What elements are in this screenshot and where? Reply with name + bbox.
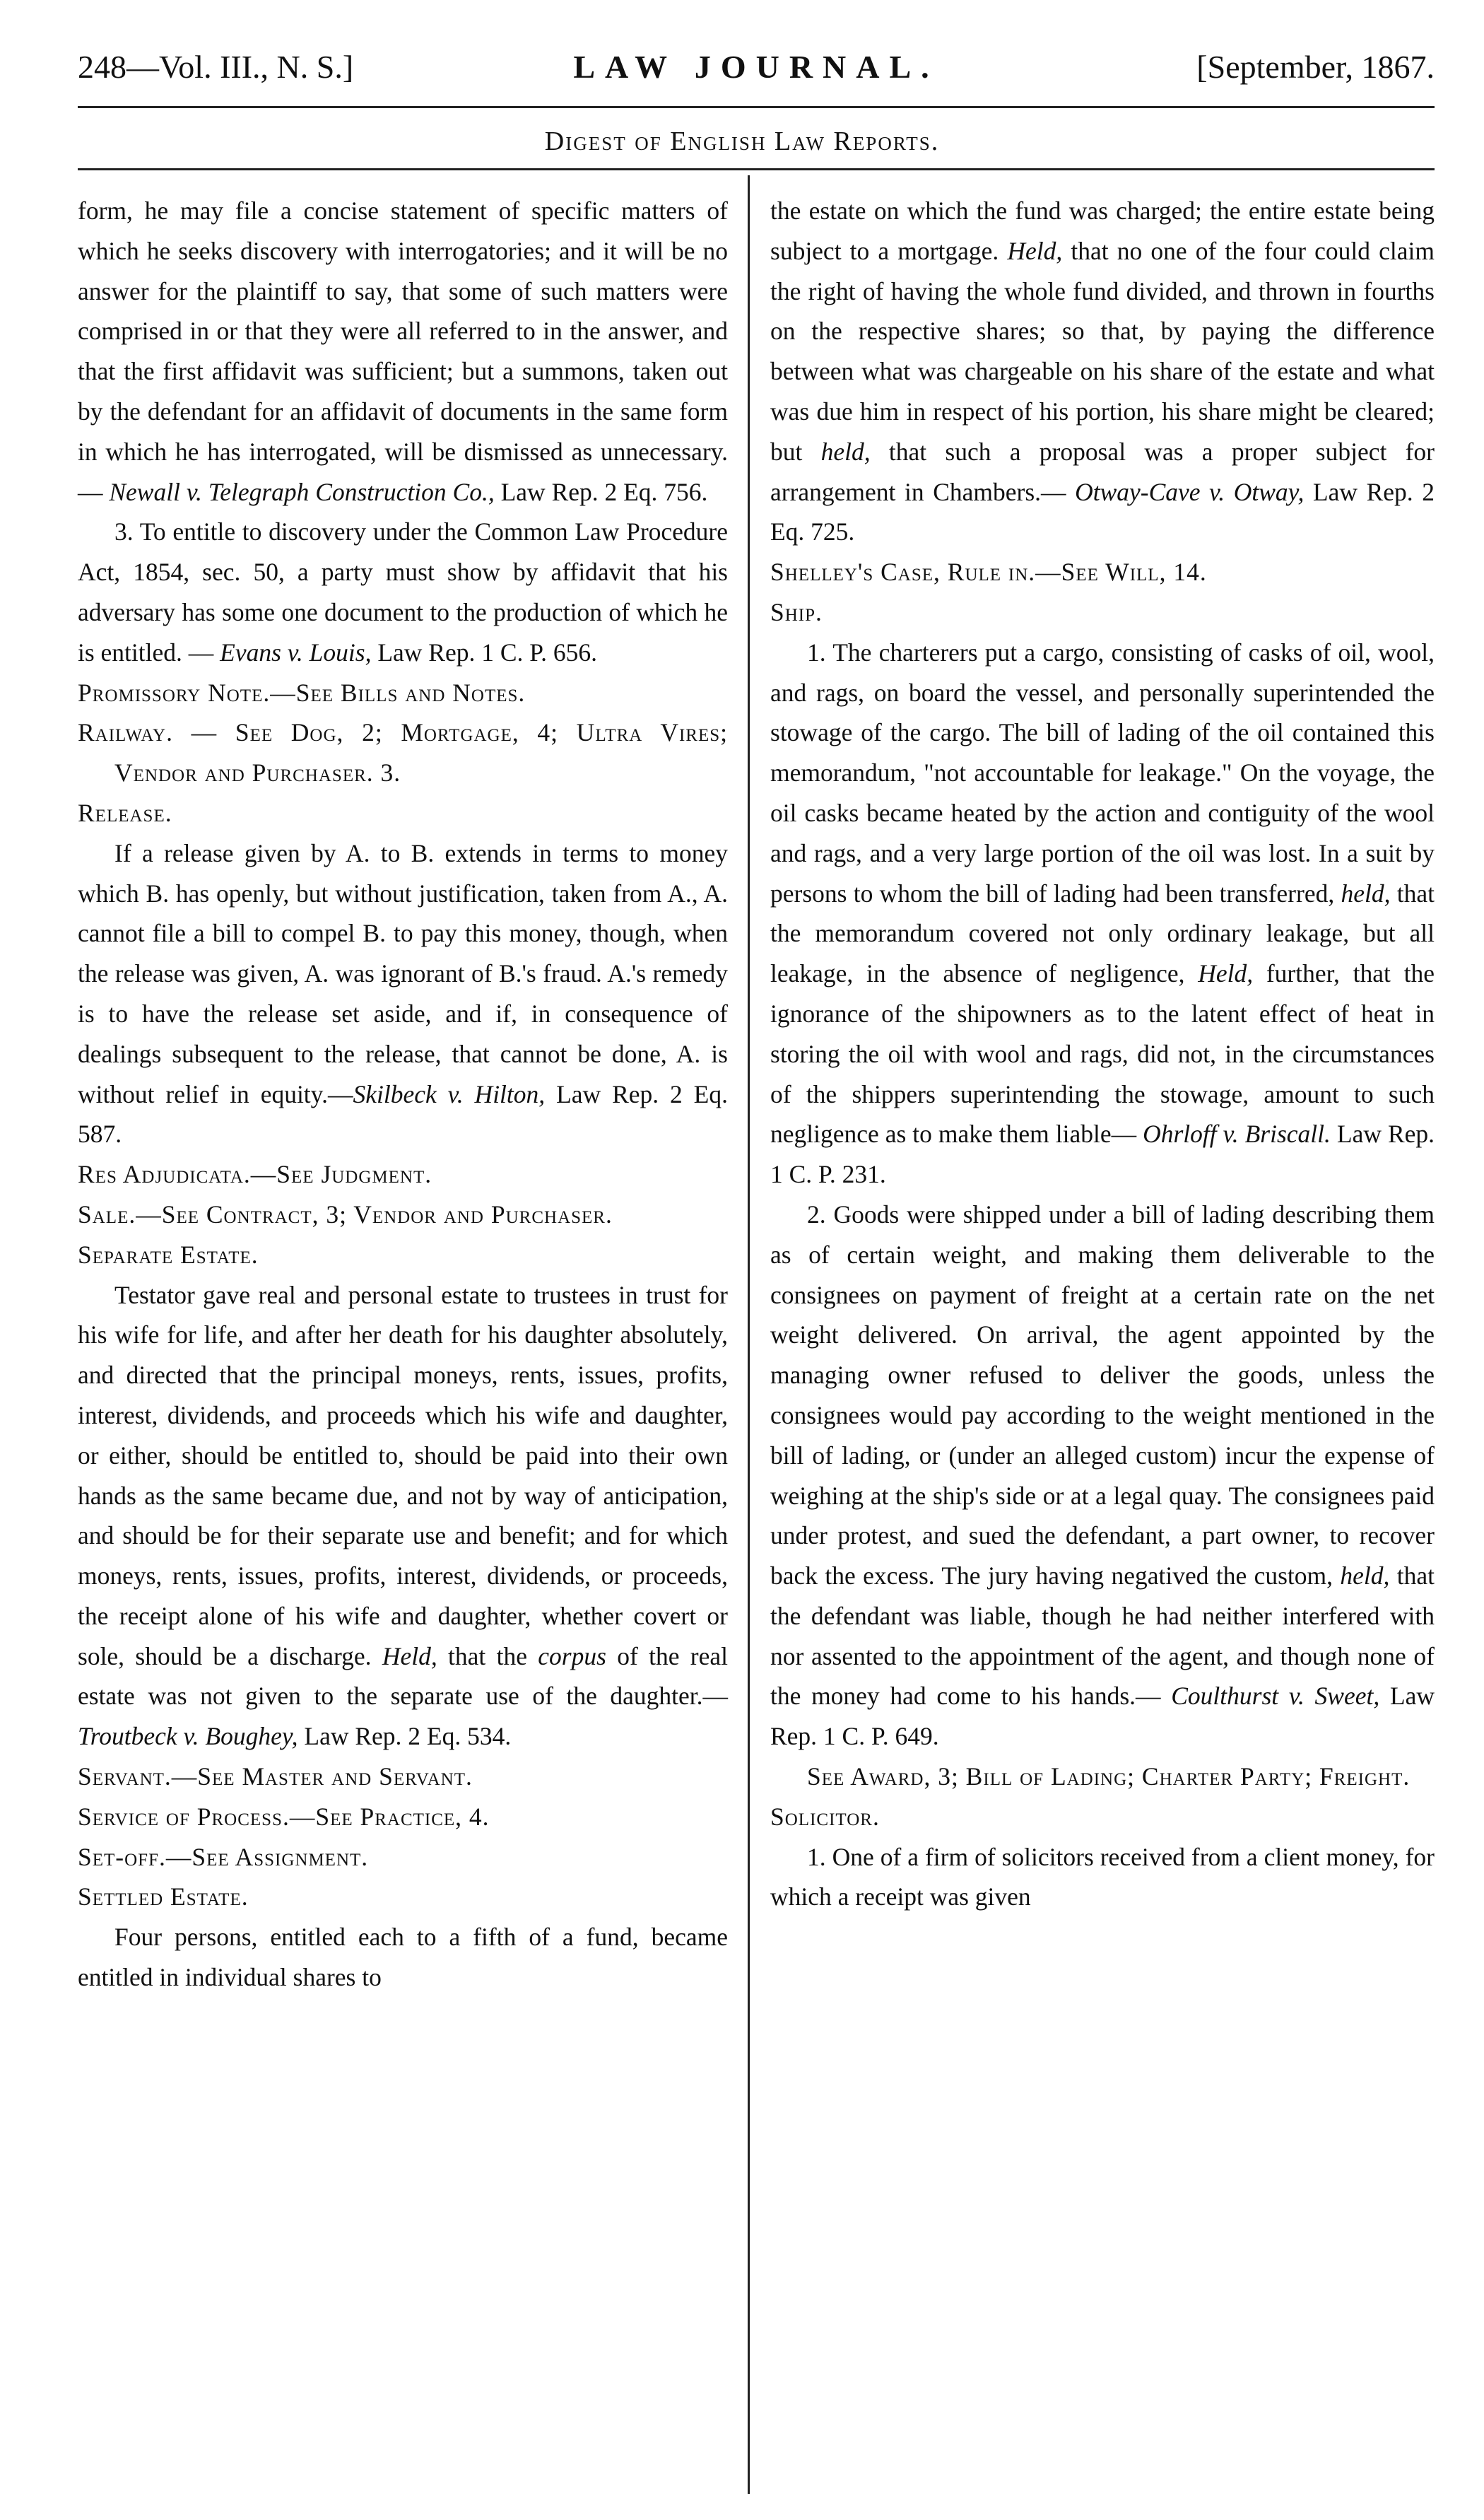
entry-service-of-process: Service of Process.—See Practice, 4. — [78, 1802, 490, 1831]
entry-sale: Sale.—See Contract, 3; Vendor and Purchaser. — [78, 1200, 613, 1229]
header-rule — [78, 106, 1435, 108]
settled-estate-paragraph: Four persons, entitled each to a fifth of a fund, became entitled in individual shares to — [78, 1923, 728, 1992]
entry-set-off: Set-off.—See Assignment. — [78, 1842, 369, 1871]
ship-see-also: See Award, 3; Bill of Lading; Charter Party; Freight. — [807, 1762, 1411, 1791]
entry-servant: Servant.—See Master and Servant. — [78, 1762, 473, 1791]
case-name: Skilbeck v. Hilton, — [353, 1079, 546, 1108]
subheader-rule — [78, 168, 1435, 170]
case-name: Ohrloff v. Briscall. — [1143, 1120, 1331, 1149]
section-title: Digest of English Law Reports. — [544, 127, 940, 156]
left-column — [78, 191, 728, 1998]
ship-paragraph-1: 1. The charterers put a cargo, consisting of casks of oil, wool, and rags, on board the vessel, and personally superintended the stowage of the cargo. The bill of lading of the oil contained this memorandum, "not accountable for leakage." On the voyage, the oil casks became heated by the action and contiguity of the wool and rags, and a very large portion of the oil was lost. In a suit by persons to whom the bill of lading had been transferred, held, that the memorandum covered not only ordinary leakage, but all leakage, in the absence of negligence, Held, further, that the ignorance of the shipowners as to the latent effect of heat in storing the oil with wool and rags, did not, in the circumstances of the shippers superintending the stowage, amount to such negligence as to make them liable— Ohrloff v. Briscall. Law Rep. 1 C. P. 231. — [770, 638, 1435, 1189]
entry-release-heading: Release. — [78, 798, 172, 827]
entry-railway: Railway. — See Dog, 2; Mortgage, 4; Ultra Vires; Vendor and Purchaser. 3. — [78, 718, 728, 787]
entry-promissory-note: Promissory Note.—See Bills and Notes. — [78, 678, 526, 707]
entry-shelleys-case: Shelley's Case, Rule in.—See Will, 14. — [770, 558, 1207, 587]
case-name: Troutbeck v. Boughey, — [78, 1722, 298, 1751]
entry-settled-estate-heading: Settled Estate. — [78, 1882, 249, 1911]
discovery-paragraph-3: 3. To entitle to discovery under the Common Law Procedure Act, 1854, sec. 50, a party must show by affidavit that his adversary has some one document to the production of which he is entitled. — Evans v. Louis, Law Rep. 1 C. P. 656. — [78, 517, 728, 667]
solicitor-paragraph: 1. One of a firm of solicitors received from a client money, for which a receipt was given — [770, 1842, 1435, 1911]
entry-res-adjudicata: Res Adjudicata.—See Judgment. — [78, 1160, 432, 1189]
case-name: Coulthurst v. Sweet, — [1171, 1682, 1380, 1711]
issue-date: [September, 1867. — [1196, 49, 1435, 85]
discovery-paragraph-2: form, he may file a concise statement of specific matters of which he seeks discovery with interrogatories; and it will be no answer for the plaintiff to say, that some of such matters were comprised in or that they were all referred to in the answer, and that the first affidavit was sufficient; but a summons, taken out by the defendant for an affidavit of documents in the same form in which he has interrogated, will be dismissed as unnecessary. — Newall v. Telegraph Construction Co., Law Rep. 2 Eq. 756. — [78, 197, 728, 506]
entry-solicitor-heading: Solicitor. — [770, 1802, 880, 1831]
entry-separate-estate-heading: Separate Estate. — [78, 1240, 259, 1269]
ship-paragraph-2: 2. Goods were shipped under a bill of lading describing them as of certain weight, and making them deliverable to the consignees on payment of freight at a certain rate on the net weight delivered. On arrival, the agent appointed by the managing owner refused to deliver the goods, unless the consignees would pay according to the weight mentioned in the bill of lading, or (under an alleged custom) incur the expense of weighing at the ship's side or at a legal quay. The consignees paid under protest, and sued the defendant, a part owner, to recover back the excess. The jury having negatived the custom, held, that the defendant was liable, though he had neither interfered with nor assented to the appointment of the agent, and though none of the money had come to his hands.— Coulthurst v. Sweet, Law Rep. 1 C. P. 649. — [770, 1200, 1435, 1751]
running-header — [78, 48, 1435, 98]
column-divider — [748, 175, 750, 2494]
journal-title: LAW JOURNAL. — [573, 49, 939, 85]
entry-ship-heading: Ship. — [770, 597, 823, 626]
settled-estate-continuation: the estate on which the fund was charged; the entire estate being subject to a mortgage. Held, that no one of the four could claim the right of having the whole fund divided, and thrown in fourths on the respective shares; so that, by paying the difference between what was chargeable on his share of the estate and what was due him in respect of his portion, his share might be cleared; but held, that such a proposal was a proper subject for arrangement in Chambers.— Otway-Cave v. Otway, Law Rep. 2 Eq. 725. — [770, 197, 1435, 546]
case-name: Otway-Cave v. Otway, — [1075, 477, 1305, 506]
case-name: Newall v. Telegraph Construction Co., — [109, 477, 495, 506]
case-name: Evans v. Louis, — [220, 638, 372, 667]
release-paragraph: If a release given by A. to B. extends in terms to money which B. has openly, but without justification, taken from A., A. cannot file a bill to compel B. to pay this money, though, when the release was given, A. was ignorant of B.'s fraud. A.'s remedy is to have the release set aside, and if, in consequence of dealings subsequent to the release, that cannot be done, A. is without relief in equity.—Skilbeck v. Hilton, Law Rep. 2 Eq. 587. — [78, 838, 728, 1149]
right-column — [770, 191, 1435, 1917]
separate-estate-paragraph: Testator gave real and personal estate to trustees in trust for his wife for life, and after her death for his daughter absolutely, and directed that the principal moneys, rents, issues, profits, interest, dividends, and proceeds which his wife and daughter, or either, should be entitled to, should be paid into their own hands as the same became due, and not by way of anticipation, and should be for their separate use and benefit; and for which moneys, rents, issues, profits, interest, dividends, or proceeds, the receipt alone of his wife and daughter, whether covert or sole, should be a discharge. Held, that the corpus of the real estate was not given to the separate use of the daughter.— Troutbeck v. Boughey, Law Rep. 2 Eq. 534. — [78, 1280, 728, 1751]
volume-label: 248—Vol. III., N. S.] — [78, 49, 354, 85]
